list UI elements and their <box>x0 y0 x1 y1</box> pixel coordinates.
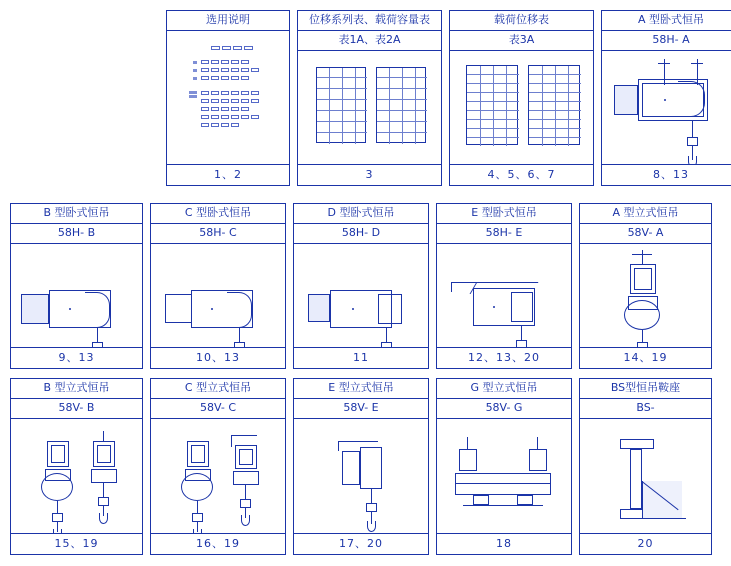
card-title: E 型卧式恒吊 <box>437 204 571 224</box>
card-page-numbers: 20 <box>580 533 711 554</box>
card-page-numbers: 17、20 <box>294 533 428 554</box>
card-title: E 型立式恒吊 <box>294 379 428 399</box>
card-figure <box>298 51 441 164</box>
card-title: BS型恒吊鞍座 <box>580 379 711 399</box>
card-subtitle: 58H- C <box>151 224 285 244</box>
card-58h-d[interactable] <box>293 203 429 369</box>
row-2 <box>10 203 712 369</box>
card-page-numbers: 8、13 <box>602 164 731 185</box>
card-displacement-tables[interactable] <box>297 10 442 186</box>
card-subtitle: 58H- A <box>602 31 731 51</box>
card-figure <box>11 419 142 533</box>
card-figure <box>151 244 285 347</box>
card-58v-e[interactable] <box>293 378 429 555</box>
card-title: A 型立式恒吊 <box>580 204 711 224</box>
card-page-numbers: 9、13 <box>11 347 142 368</box>
card-title: A 型卧式恒吊 <box>602 11 731 31</box>
card-subtitle: 58H- B <box>11 224 142 244</box>
card-page-numbers: 18 <box>437 533 571 554</box>
card-figure <box>437 419 571 533</box>
card-title: D 型卧式恒吊 <box>294 204 428 224</box>
card-subtitle: BS- <box>580 399 711 419</box>
card-title: 载荷位移表 <box>450 11 593 31</box>
card-selection-guide[interactable] <box>166 10 290 186</box>
card-subtitle: 58V- B <box>11 399 142 419</box>
card-title: B 型立式恒吊 <box>11 379 142 399</box>
card-subtitle: 58H- D <box>294 224 428 244</box>
card-58v-b[interactable] <box>10 378 143 555</box>
card-title: B 型卧式恒吊 <box>11 204 142 224</box>
row-1 <box>166 10 731 186</box>
card-figure <box>167 31 289 164</box>
card-figure <box>294 419 428 533</box>
card-page-numbers: 16、19 <box>151 533 285 554</box>
card-page-numbers: 3 <box>298 164 441 185</box>
card-58h-b[interactable] <box>10 203 143 369</box>
card-title: C 型卧式恒吊 <box>151 204 285 224</box>
card-58v-c[interactable] <box>150 378 286 555</box>
card-subtitle: 表3A <box>450 31 593 51</box>
card-figure <box>437 244 571 347</box>
card-figure <box>580 244 711 347</box>
card-title: G 型立式恒吊 <box>437 379 571 399</box>
card-figure <box>151 419 285 533</box>
card-page-numbers: 15、19 <box>11 533 142 554</box>
card-bs-saddle[interactable] <box>579 378 712 555</box>
card-figure <box>11 244 142 347</box>
card-58h-a[interactable] <box>601 10 731 186</box>
card-figure <box>450 51 593 164</box>
card-subtitle: 58V- E <box>294 399 428 419</box>
card-page-numbers: 4、5、6、7 <box>450 164 593 185</box>
card-58v-g[interactable] <box>436 378 572 555</box>
card-page-numbers: 11 <box>294 347 428 368</box>
card-58h-c[interactable] <box>150 203 286 369</box>
card-subtitle: 58V- A <box>580 224 711 244</box>
card-figure <box>602 51 731 164</box>
row-3 <box>10 378 712 555</box>
card-figure <box>294 244 428 347</box>
card-page-numbers: 12、13、20 <box>437 347 571 368</box>
card-page-numbers: 14、19 <box>580 347 711 368</box>
card-subtitle: 58V- G <box>437 399 571 419</box>
card-58v-a[interactable] <box>579 203 712 369</box>
card-subtitle: 58V- C <box>151 399 285 419</box>
card-58h-e[interactable] <box>436 203 572 369</box>
card-subtitle: 58H- E <box>437 224 571 244</box>
card-load-displacement-table[interactable] <box>449 10 594 186</box>
card-subtitle: 表1A、表2A <box>298 31 441 51</box>
card-title: 位移系列表、载荷容量表 <box>298 11 441 31</box>
card-page-numbers: 10、13 <box>151 347 285 368</box>
card-page-numbers: 1、2 <box>167 164 289 185</box>
card-figure <box>580 419 711 533</box>
card-title: C 型立式恒吊 <box>151 379 285 399</box>
card-title: 选用说明 <box>167 11 289 31</box>
